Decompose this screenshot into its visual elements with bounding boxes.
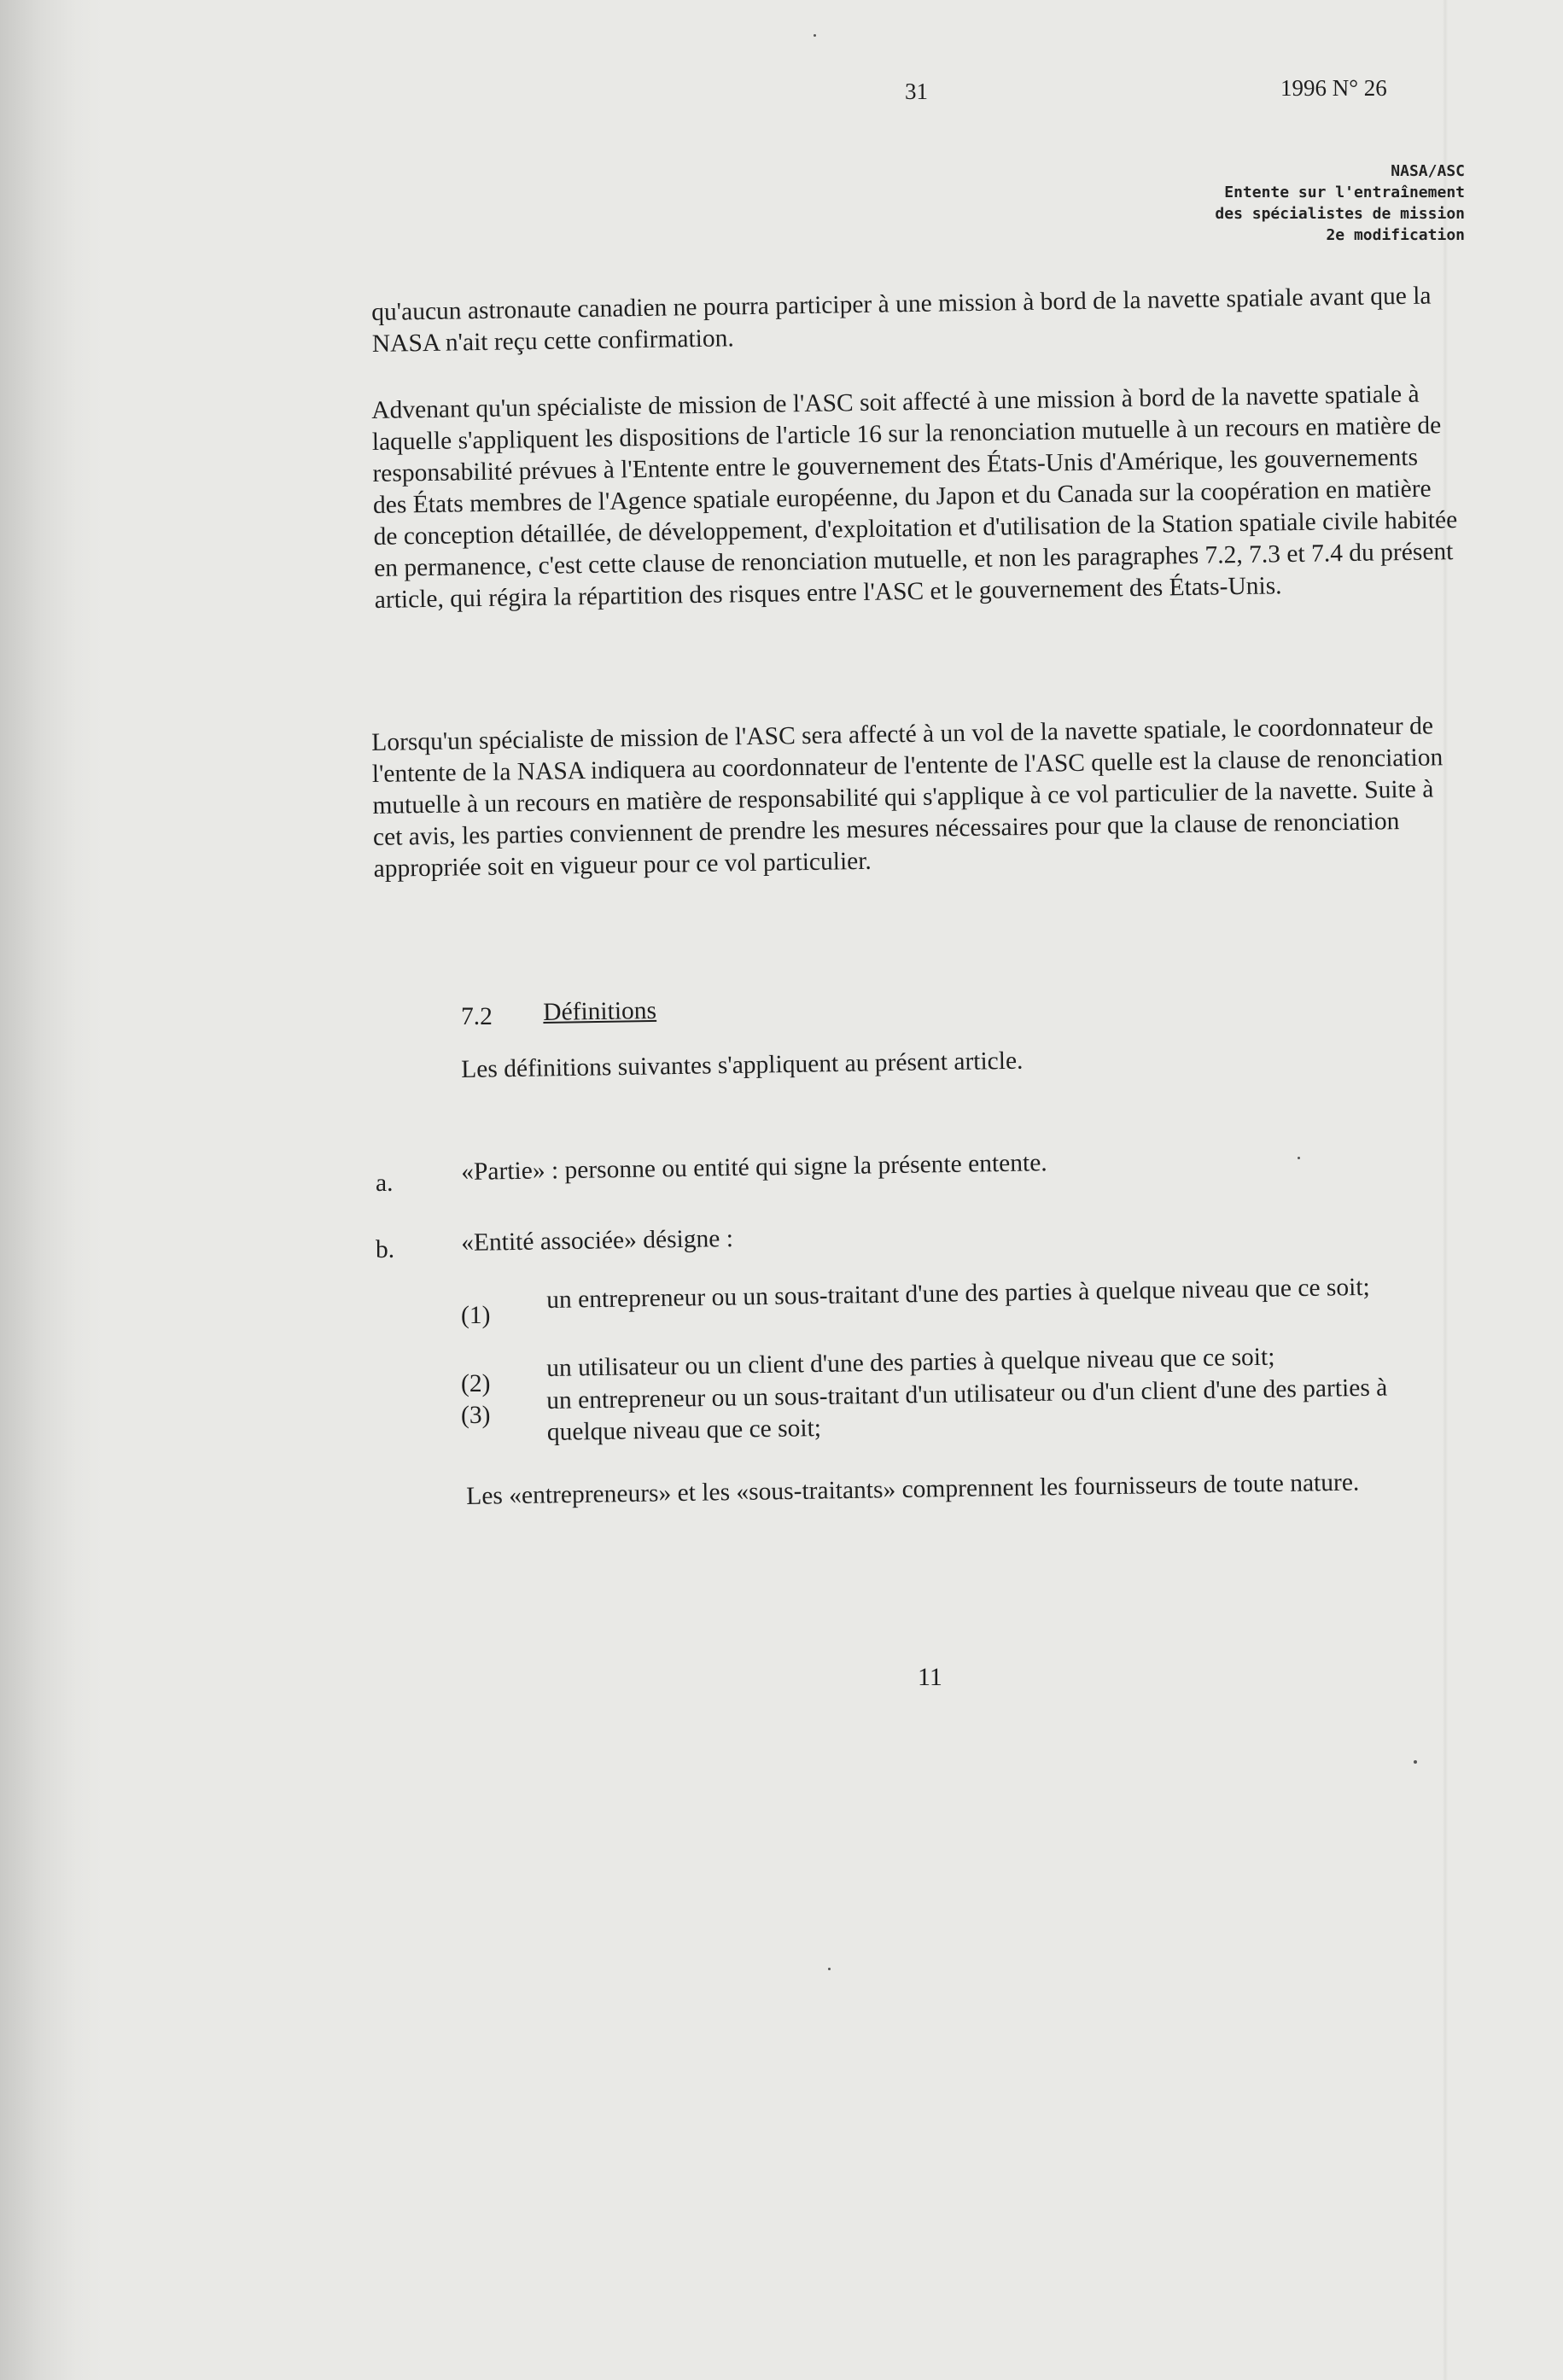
- sublist-item-label: (3): [461, 1402, 491, 1429]
- document-stamp: [1215, 160, 1465, 246]
- stamp-line: NASA/ASC: [1391, 162, 1465, 180]
- gazette-page-number: 31: [905, 79, 928, 104]
- section-number: 7.2: [461, 1003, 493, 1030]
- paper-speck: [814, 34, 816, 37]
- sublist-item-label: (1): [461, 1302, 491, 1329]
- section-intro: Les définitions suivantes s'appliquent au présent article.: [461, 1047, 1024, 1083]
- list-item-label: b.: [376, 1236, 395, 1263]
- sublist-item-label: (2): [461, 1370, 491, 1397]
- sublist-item-text: un entrepreneur ou un sous-traitant d'un utilisateur ou d'un client d'une des parties à quelque niveau que ce soit;: [546, 1374, 1388, 1446]
- list-item-text: «Partie» : personne ou entité qui signe la présente entente.: [461, 1149, 1047, 1186]
- paper-speck: [828, 1968, 831, 1970]
- closing-paragraph: Les «entrepreneurs» et les «sous-traitants» comprennent les fournisseurs de toute nature.: [466, 1468, 1360, 1510]
- stamp-line: des spécialistes de mission: [1215, 205, 1465, 223]
- gazette-year-number: 1996 N° 26: [1280, 75, 1387, 101]
- paragraph-1: qu'aucun astronaute canadien ne pourra participer à une mission à bord de la navette spatiale avant que la NASA n'ait reçu cette confirmation.: [371, 282, 1432, 358]
- stamp-line: Entente sur l'entraînement: [1224, 184, 1465, 201]
- paragraph-3: Lorsqu'un spécialiste de mission de l'ASC sera affecté à un vol de la navette spatiale, le coordonnateur de l'entente de la NASA indiquera au coordonnateur de l'entente de l'ASC quelle est la clause de renonciation mutuelle à un recours en matière de responsabilité qui s'applique à ce vol particulier de la navette. Suite à cet avis, les parties conviennent de prendre les mesures nécessaires pour que la clause de renonciation appropriée soit en vigueur pour ce vol particulier.: [371, 712, 1443, 883]
- paper-speck: [1298, 1157, 1300, 1159]
- sublist-item-text: un entrepreneur ou un sous-traitant d'une des parties à quelque niveau que ce soit;: [546, 1273, 1370, 1314]
- list-item-label: a.: [376, 1170, 394, 1197]
- section-title: Définitions: [543, 996, 657, 1026]
- sublist-item-text: un utilisateur ou un client d'une des parties à quelque niveau que ce soit;: [546, 1343, 1275, 1382]
- paper-speck: [1414, 1760, 1417, 1764]
- stamp-line: 2e modification: [1326, 226, 1465, 244]
- paragraph-2: Advenant qu'un spécialiste de mission de l'ASC soit affecté à une mission à bord de la navette spatiale à laquelle s'appliquent les dispositions de l'article 16 sur la renonciation mutuelle à un recours en matière de responsabilité prévues à l'Entente entre le gouvernement des États-Unis d'Amérique, les gouvernements des États membres de l'Agence spatiale européenne, du Japon et du Canada sur la coopération en matière de conception détaillée, de développement, d'exploitation et d'utilisation de la Station spatiale civile habitée en permanence, c'est cette clause de renonciation mutuelle, et non les paragraphes 7.2, 7.3 et 7.4 du présent article, qui régira la répartition des risques entre l'ASC et le gouvernement des États-Unis.: [371, 380, 1458, 614]
- footer-page-number: 11: [918, 1663, 942, 1691]
- list-item-text: «Entité associée» désigne :: [461, 1224, 734, 1257]
